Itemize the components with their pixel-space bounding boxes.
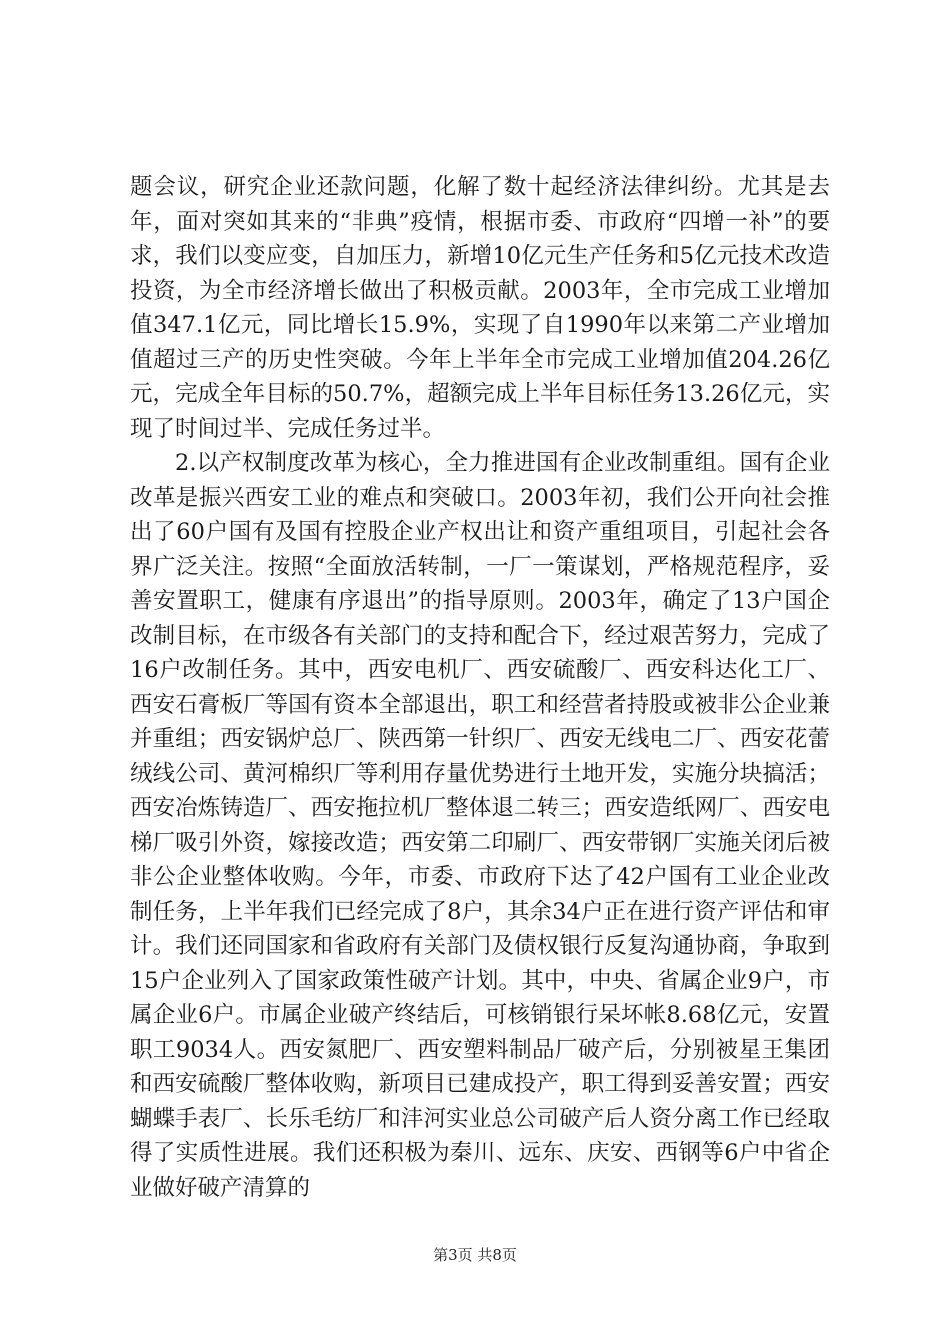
paragraph-2: 2.以产权制度改革为核心，全力推进国有企业改制重组。国有企业改革是振兴西安工业的难点和突破口。2003年初，我们公开向社会推出了60户国有及国有控股企业产权出让和资产重组项目，引起社会各界广泛关注。按照“全面放活转制，一厂一策谋划，严格规范程序，妥善安置职工，健康有序退出”的指导原则。2003年，确定了13户国企改制目标，在市级各有关部门的支持和配合下，经过艰苦努力，完成了16户改制任务。其中，西安电机厂、西安硫酸厂、西安科达化工厂、西安石膏板厂等国有资本全部退出，职工和经营者持股或被非公企业兼并重组；西安锅炉总厂、陕西第一针织厂、西安无线电二厂、西安花蕾绒线公司、黄河棉织厂等利用存量优势进行土地开发，实施分块搞活；西安冶炼铸造厂、西安拖拉机厂整体退二转三；西安造纸网厂、西安电梯厂吸引外资，嫁接改造；西安第二印刷厂、西安带钢厂实施关闭后被非公企业整体收购。今年，市委、市政府下达了42户国有工业企业改制任务，上半年我们已经完成了8户，其余34户正在进行资产评估和审计。我们还同国家和省政府有关部门及债权银行反复沟通协商，争取到15户企业列入了国家政策性破产计划。其中，中央、省属企业9户，市属企业6户。市属企业破产终结后，可核销银行呆坏帐8.68亿元，安置职工9034人。西安氮肥厂、西安塑料制品厂破产后，分别被星王集团和西安硫酸厂整体收购，新项目已建成投产，职工得到妥善安置；西安蝴蝶手表厂、长乐毛纺厂和沣河实业总公司破产后人资分离工作已经取得了实质性进展。我们还积极为秦川、远东、庆安、西钢等6户中省企业做好破产清算的 (130, 450, 830, 1201)
paragraph-1: 题会议，研究企业还款问题，化解了数十起经济法律纠纷。尤其是去年，面对突如其来的“非典”疫情，根据市委、市政府“四增一补”的要求，我们以变应变，自加压力，新增10亿元生产任务和5亿元技术改造投资，为全市经济增长做出了积极贡献。2003年，全市完成工业增加值347.1亿元，同比增长15.9%，实现了自1990年以来第二产业增加值超过三产的历史性突破。今年上半年全市完成工业增加值204.26亿元，完成全年目标的50.7%，超额完成上半年目标任务13.26亿元，实现了时间过半、完成任务过半。 (130, 174, 830, 442)
page-footer: 第3页 共8页 (433, 1246, 517, 1264)
document-body (130, 170, 830, 1205)
